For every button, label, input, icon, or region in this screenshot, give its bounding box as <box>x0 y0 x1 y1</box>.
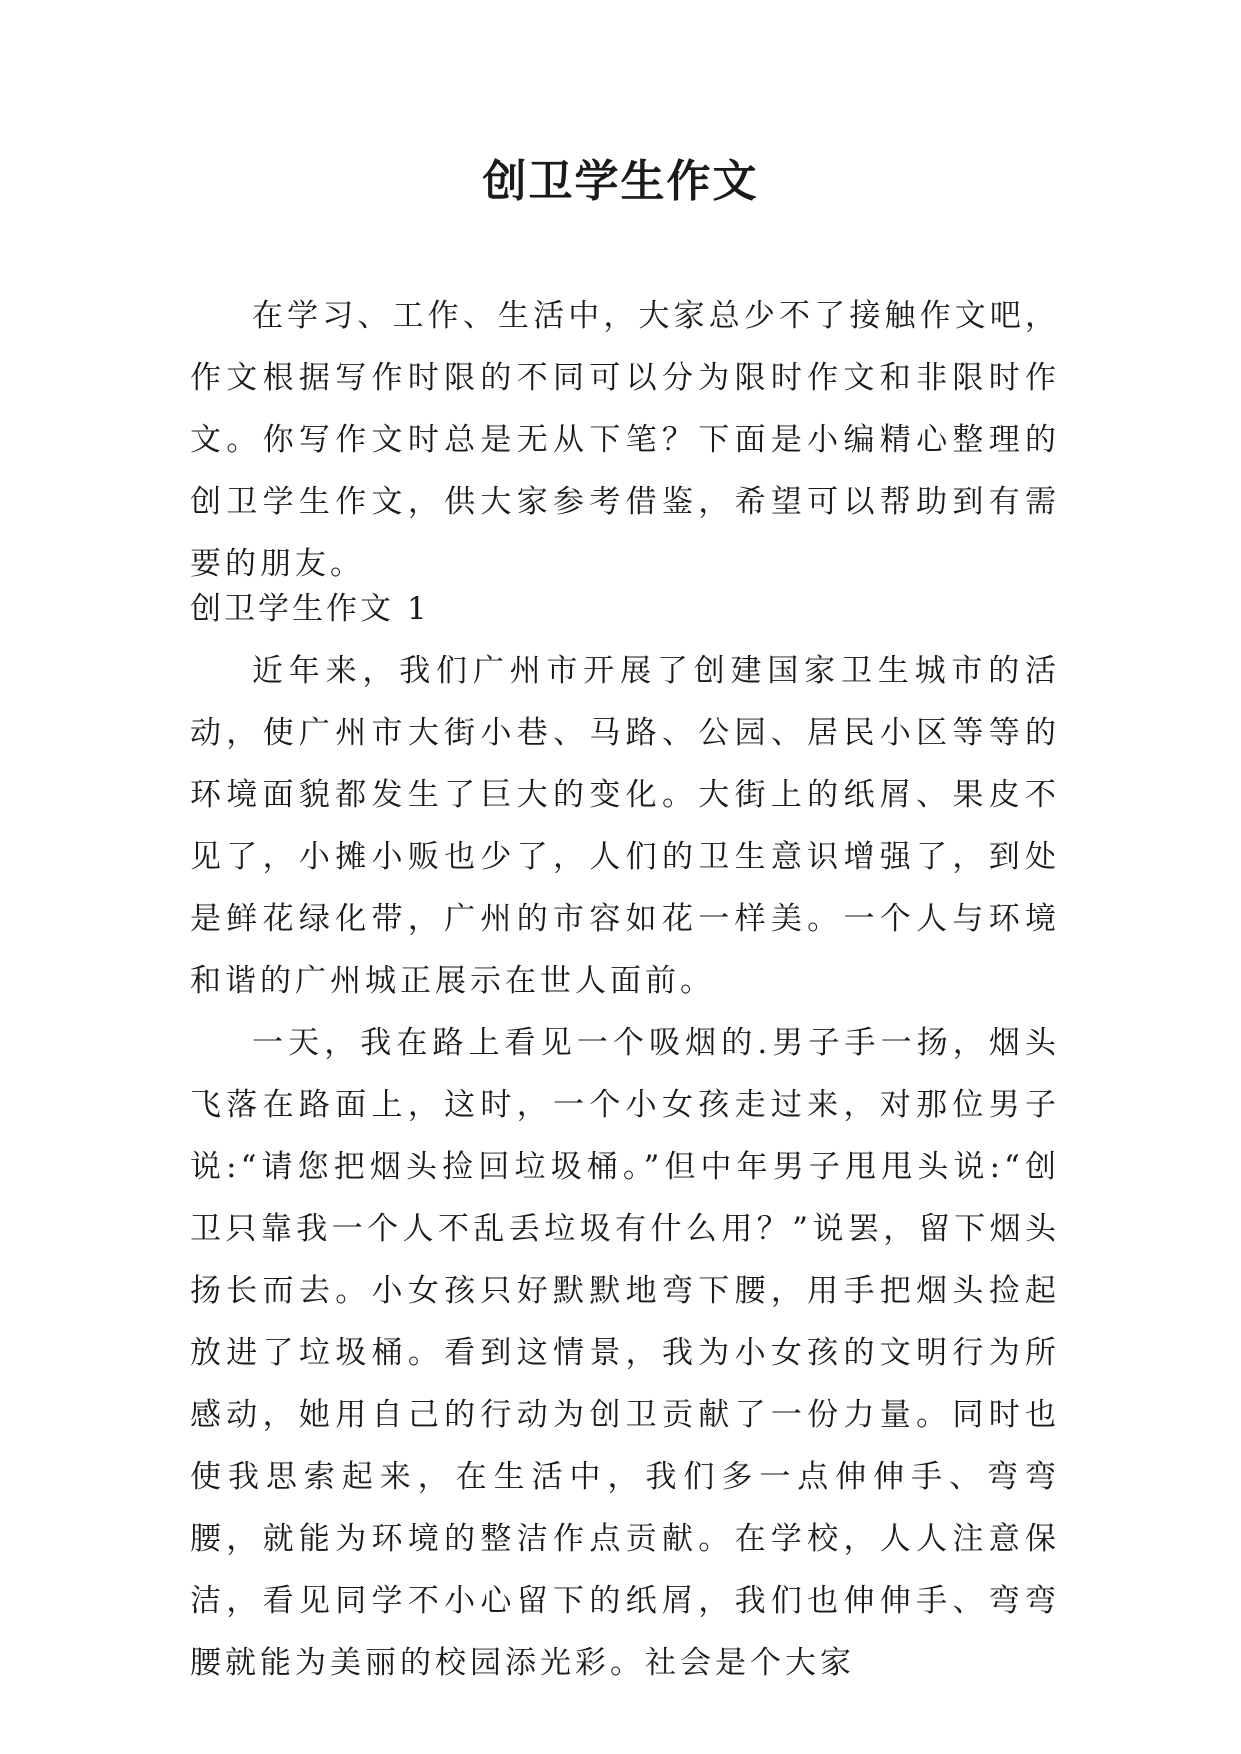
document-title: 创卫学生作文 <box>482 156 759 207</box>
essay-paragraph-2: 一天，我在路上看见一个吸烟的.男子手一扬，烟头飞落在路面上，这时，一个小女孩走过来，对那位男子说:“请您把烟头捡回垃圾桶。”但中年男子甩甩头说:“创卫只靠我一个人不乱丢垃圾有什么用？”说罢，留下烟头扬长而去。小女孩只好默默地弯下腰，用手把烟头捡起放进了垃圾桶。看到这情景，我为小女孩的文明行为所感动，她用自己的行动为创卫贡献了一份力量。同时也使我思索起来，在生活中，我们多一点伸伸手、弯弯腰，就能为环境的整洁作点贡献。在学校，人人注意保洁，看见同学不小心留下的纸屑，我们也伸伸手、弯弯腰就能为美丽的校园添光彩。社会是个大家 <box>190 1025 1060 1681</box>
intro-block <box>190 285 1060 595</box>
essay-paragraph-1: 近年来，我们广州市开展了创建国家卫生城市的活动，使广州市大街小巷、马路、公园、居民小区等等的环境面貌都发生了巨大的变化。大街上的纸屑、果皮不见了，小摊小贩也少了，人们的卫生意识增强了，到处是鲜花绿化带，广州的市容如花一样美。一个人与环境和谐的广州城正展示在世人面前。 <box>190 653 1060 999</box>
section-heading: 创卫学生作文 1 <box>190 591 430 627</box>
essay-body <box>190 640 1060 1694</box>
intro-paragraph: 在学习、工作、生活中，大家总少不了接触作文吧，作文根据写作时限的不同可以分为限时作文和非限时作文。你写作文时总是无从下笔？下面是小编精心整理的创卫学生作文，供大家参考借鉴，希望可以帮助到有需要的朋友。 <box>190 298 1060 582</box>
